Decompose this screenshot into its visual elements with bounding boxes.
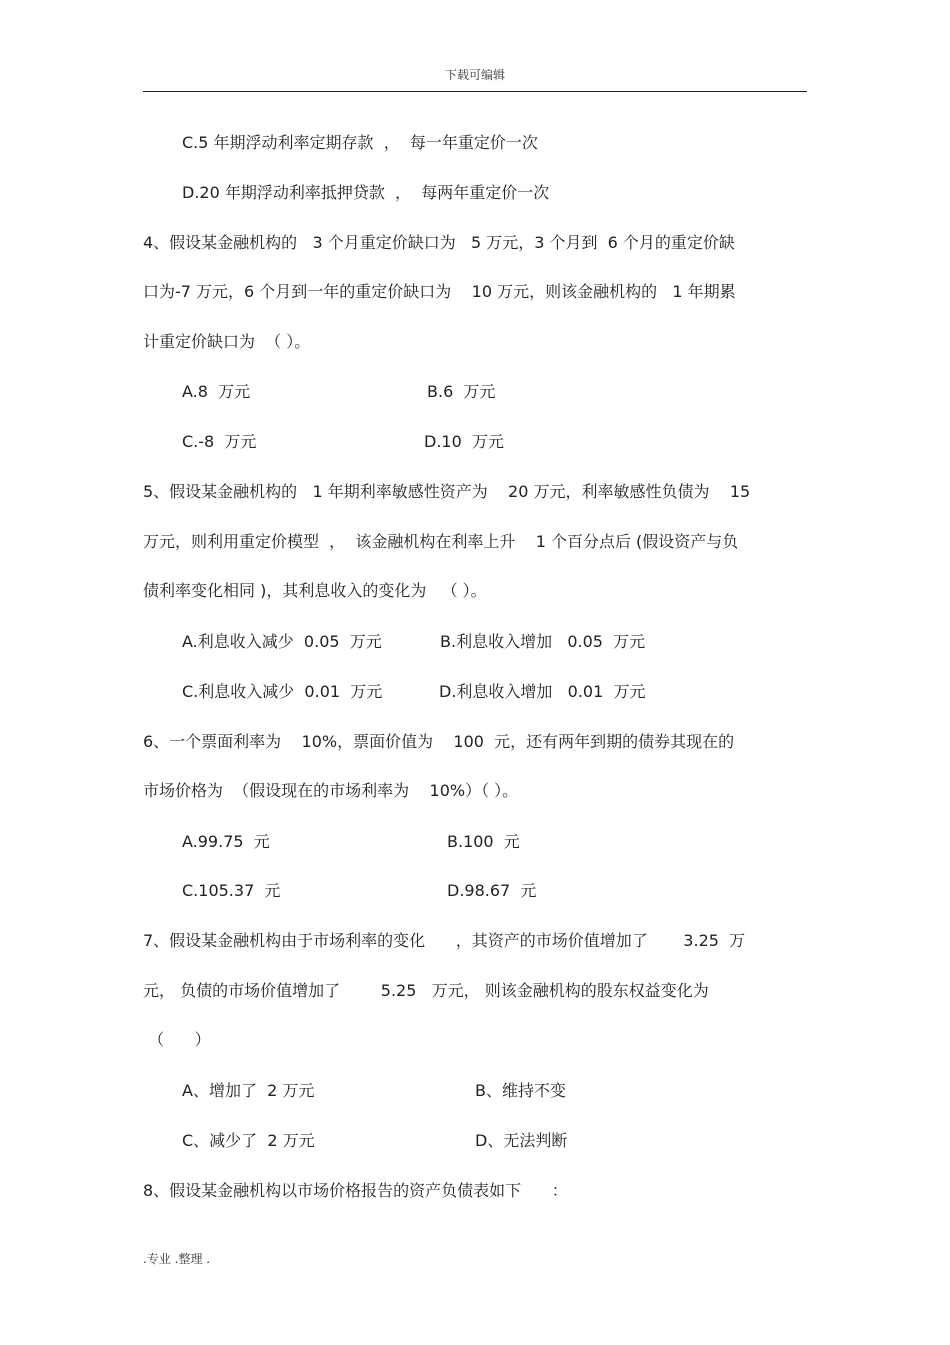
q7-option-b: B、维持不变 [475,1081,566,1100]
q5-option-a: A.利息收入减少 0.05 万元 [182,632,382,651]
q3-option-c: C.5 年期浮动利率定期存款 ， 每一年重定价一次 [182,133,538,152]
q4-option-b: B.6 万元 [427,382,496,401]
q4-text-line3: 计重定价缺口为 （ ）。 [143,332,311,351]
q7-text-line2: 元， 负债的市场价值增加了 5.25 万元， 则该金融机构的股东权益变化为 [143,981,709,1000]
q7-text-line3: （ ） [143,1030,211,1049]
q7-option-c: C、减少了 2 万元 [182,1131,315,1150]
q4-text-line2: 口为-7 万元，6 个月到一年的重定价缺口为 10 万元，则该金融机构的 1 年期累 [143,282,736,301]
q4-option-a: A.8 万元 [182,382,251,401]
q6-option-a: A.99.75 元 [182,832,270,851]
q5-option-d: D.利息收入增加 0.01 万元 [439,682,646,701]
q3-option-d: D.20 年期浮动利率抵押贷款 ， 每两年重定价一次 [182,183,550,202]
q7-option-d: D、无法判断 [475,1131,568,1150]
q5-text-line3: 债利率变化相同 )，其利息收入的变化为 （ ）。 [143,581,487,600]
q6-text-line2: 市场价格为 （假设现在的市场利率为 10%）（ ）。 [143,781,519,800]
q6-option-d: D.98.67 元 [447,881,537,900]
q6-option-c: C.105.37 元 [182,881,281,900]
q4-option-c: C.-8 万元 [182,432,257,451]
q8-text-line1: 8、假设某金融机构以市场价格报告的资产负债表如下 ： [143,1181,568,1200]
q7-text-line1: 7、假设某金融机构由于市场利率的变化 ，其资产的市场价值增加了 3.25 万 [143,931,746,950]
q6-text-line1: 6、一个票面利率为 10%，票面价值为 100 元，还有两年到期的债券其现在的 [143,732,735,751]
q7-option-a: A、增加了 2 万元 [182,1081,315,1100]
q6-option-b: B.100 元 [447,832,520,851]
q4-text-line1: 4、假设某金融机构的 3 个月重定价缺口为 5 万元，3 个月到 6 个月的重定价缺 [143,233,735,252]
page-footer: .专业 .整理 . [143,1252,211,1266]
q5-text-line1: 5、假设某金融机构的 1 年期利率敏感性资产为 20 万元，利率敏感性负债为 15 [143,482,751,501]
q5-option-b: B.利息收入增加 0.05 万元 [440,632,646,651]
q5-option-c: C.利息收入减少 0.01 万元 [182,682,383,701]
header-divider [143,91,807,92]
q5-text-line2: 万元，则利用重定价模型 ， 该金融机构在利率上升 1 个百分点后 (假设资产与负 [143,532,739,551]
q4-option-d: D.10 万元 [424,432,504,451]
page-header: 下载可编辑 [444,68,505,82]
